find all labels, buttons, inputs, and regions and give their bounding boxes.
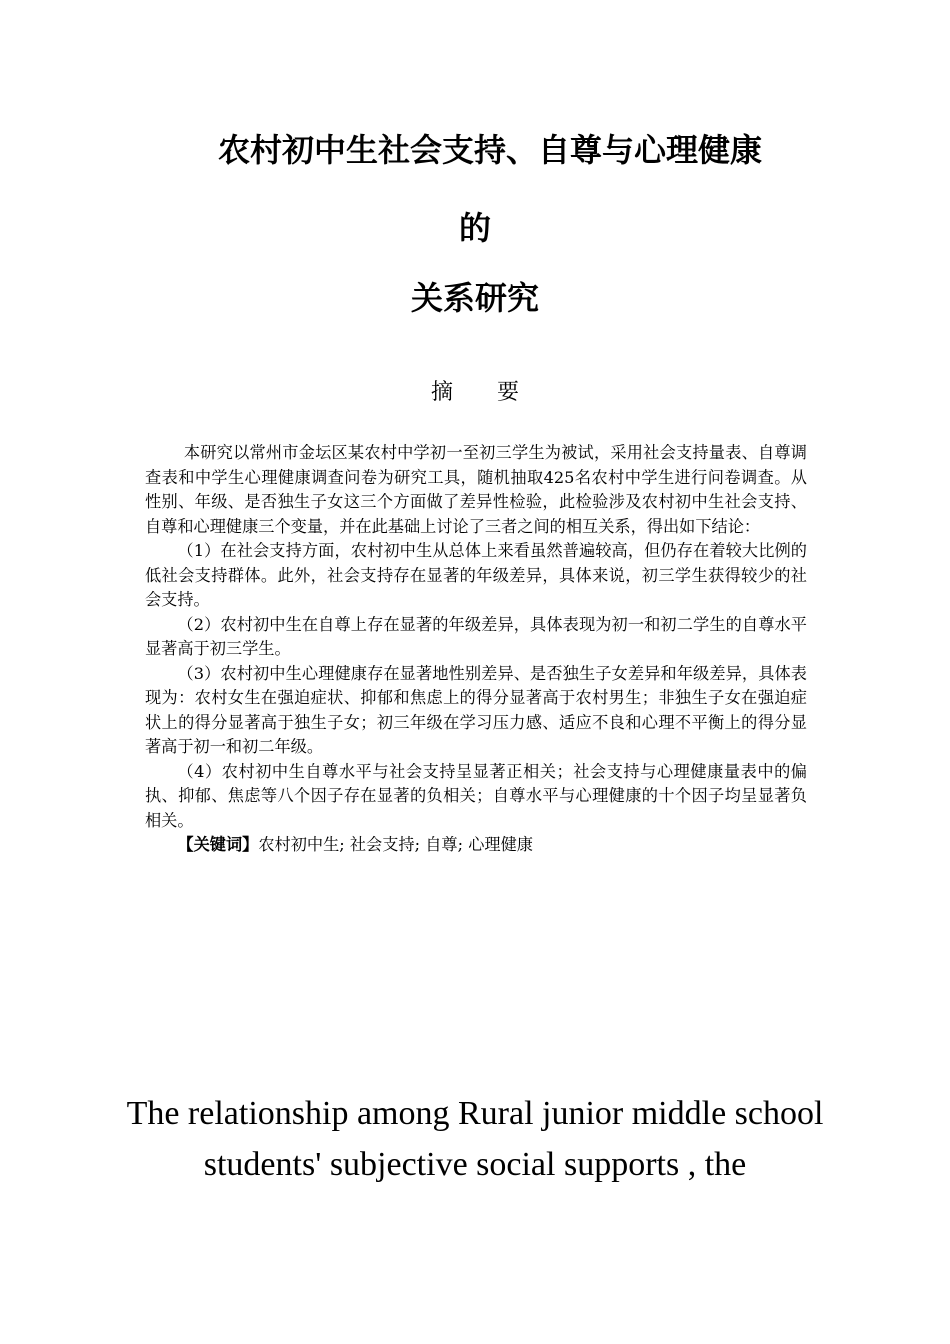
english-title: The relationship among Rural junior middle school students' subjective social supports , the xyxy=(126,1095,824,1183)
conclusion-3: （3）农村初中生心理健康存在显著地性别差异、是否独生子女差异和年级差异，具体表现为：农村女生在强迫症状、抑郁和焦虑上的得分显著高于农村男生；非独生子女在强迫症状上的得分显著高于独生子女；初三年级在学习压力感、适应不良和心理不平衡上的得分显著高于初一和初二年级。 xyxy=(145,663,807,756)
title-line-1: 农村初中生社会支持、自尊与心理健康 xyxy=(217,131,762,169)
keywords-label: 【关键词】 xyxy=(177,835,259,854)
abstract-body xyxy=(145,441,807,858)
keywords-line xyxy=(145,833,807,858)
abstract-heading-left: 摘 xyxy=(430,380,453,405)
abstract-paragraph: 本研究以常州市金坛区某农村中学初一至初三学生为被试，采用社会支持量表、自尊调查表和中学生心理健康调查问卷为研究工具，随机抽取425名农村中学生进行问卷调查。从性别、年级、是否独生子女这三个方面做了差异性检验，此检验涉及农村初中生社会支持、自尊和心理健康三个变量，并在此基础上讨论了三者之间的相互关系，得出如下结论： xyxy=(145,443,807,536)
abstract-heading-right: 要 xyxy=(497,380,520,405)
conclusion-2: （2）农村初中生在自尊上存在显著的年级差异，具体表现为初一和初二学生的自尊水平显著高于初三学生。 xyxy=(145,614,807,658)
conclusion-4: （4）农村初中生自尊水平与社会支持呈显著正相关；社会支持与心理健康量表中的偏执、抑郁、焦虑等八个因子存在显著的负相关；自尊水平与心理健康的十个因子均呈显著负相关。 xyxy=(145,761,807,830)
title-line-3: 关系研究 xyxy=(410,279,539,317)
abstract-heading xyxy=(145,375,805,406)
title-line-2: 的 xyxy=(458,209,491,247)
keywords-text: 农村初中生; 社会支持; 自尊; 心理健康 xyxy=(258,835,533,854)
conclusion-1: （1）在社会支持方面，农村初中生从总体上来看虽然普遍较高，但仍存在着较大比例的低社会支持群体。此外，社会支持存在显著的年级差异，具体来说，初三学生获得较少的社会支持。 xyxy=(145,541,807,609)
